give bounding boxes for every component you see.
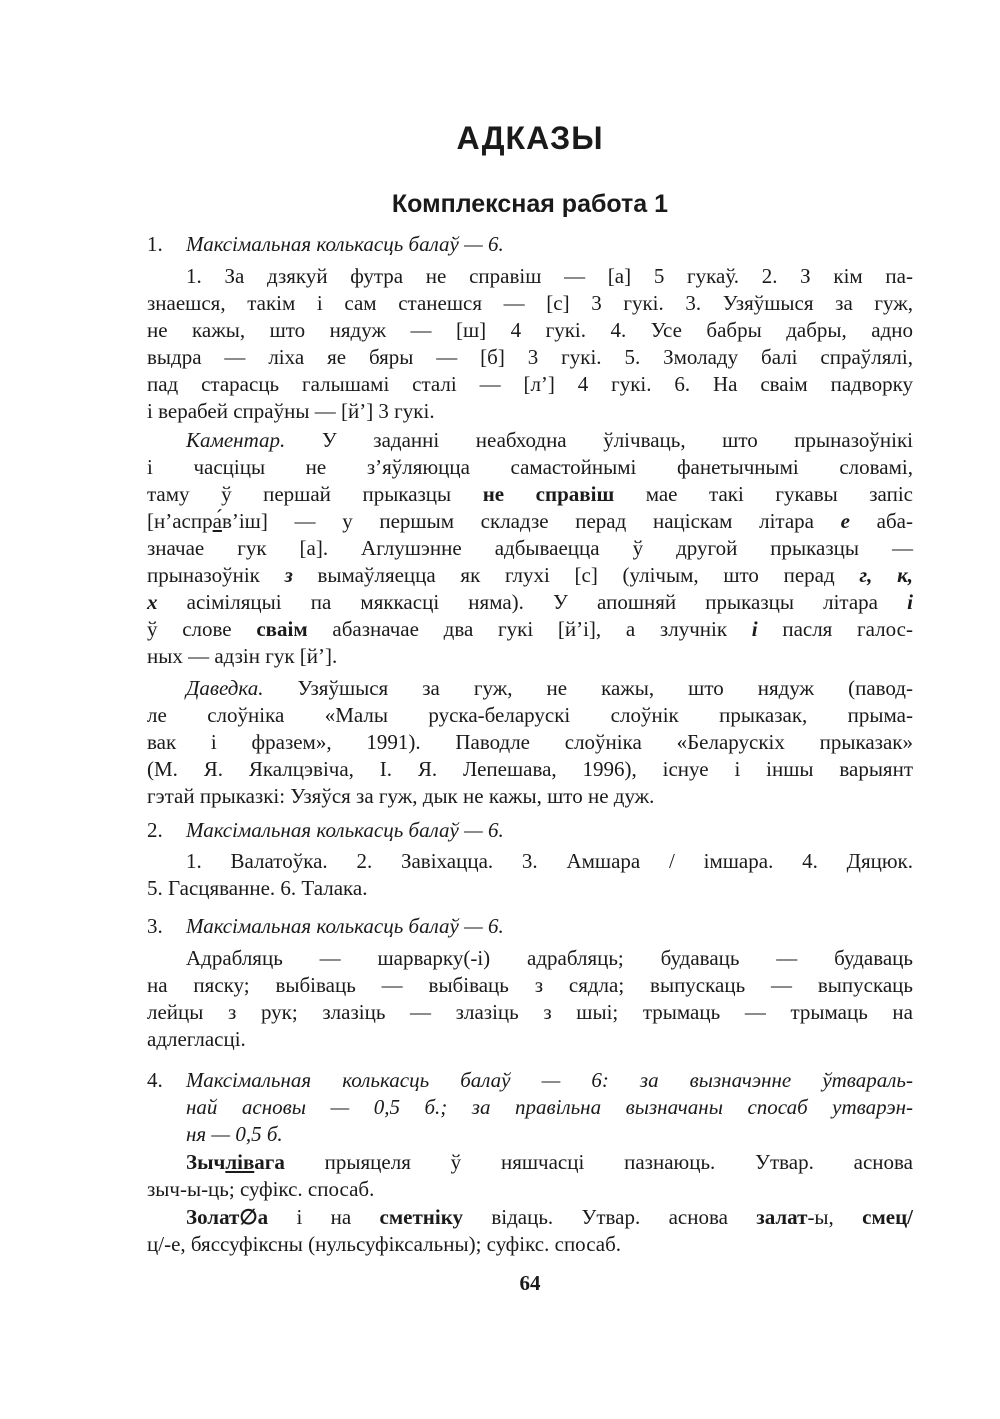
text-line — [147, 562, 913, 589]
text-line — [147, 1149, 913, 1176]
task-heading — [147, 1067, 913, 1148]
text-line: і верабей спраўны — [й’] 3 гукі. — [147, 399, 435, 423]
section-title: Комплексная работа 1 — [391, 190, 669, 218]
answer-paragraph — [147, 263, 913, 425]
text-line: вак і фразем», 1991). Паводле слоўніка «Беларускіх прыказак» — [147, 730, 913, 754]
emphasized-text: залат — [756, 1205, 808, 1229]
text-run: відаць. Утвар. аснова — [463, 1205, 757, 1229]
text-line: значае гук [а]. Аглушэнне адбываецца ў другой прыказцы — — [147, 536, 913, 560]
text-run: прыназоўнік — [147, 563, 285, 587]
task-heading-text — [186, 913, 913, 940]
emphasized-text: з — [284, 563, 293, 587]
text-run: У заданні неабходна ўлічваць, што прыназоўнікі — [285, 428, 913, 452]
emphasized-text: ага — [254, 1150, 285, 1174]
emphasized-text: г, к, — [859, 563, 913, 587]
text-line: 5. Гасцяванне. 6. Талака. — [147, 876, 368, 900]
text-run: Узяўшыся за гуж, не кажы, што нядуж (павод- — [263, 676, 913, 700]
text-run: прыяцеля ў няшчасці пазнаюць. Утвар. аснова — [284, 1150, 913, 1174]
text-line: і часціцы не з’яўляюцца самастойнымі фанетычнымі словамі, — [147, 455, 913, 479]
text-run: і на — [268, 1205, 380, 1229]
emphasized-text: лів — [225, 1150, 255, 1174]
emphasized-text: сметніку — [379, 1205, 464, 1229]
text-line: лейцы з рук; злазіць — злазіць з шыі; трымаць — трымаць на — [147, 1000, 913, 1024]
emphasized-text: і — [907, 590, 913, 614]
emphasized-text: Зыч — [186, 1150, 226, 1174]
text-line — [147, 616, 913, 643]
text-line: 1. За дзякуй футра не справіш — [а] 5 гукаў. 2. З кім па- — [186, 264, 913, 288]
text-run: таму ў першай прыказцы — [147, 482, 483, 506]
text-line — [147, 427, 913, 454]
text-line: (М. Я. Якалцэвіча, І. Я. Лепешава, 1996), існуе і іншы варыянт — [147, 757, 913, 781]
answer-paragraph — [147, 1204, 913, 1258]
text-line — [147, 508, 913, 535]
text-line: не кажы, што нядуж — [ш] 4 гукі. 4. Усе бабры дабры, адно — [147, 318, 913, 342]
text-line: зыч-ы-ць; суфікс. спосаб. — [147, 1177, 375, 1201]
text-run: ў слове — [147, 617, 257, 641]
text-run: абазначае два гукі [й’і], а злучнік — [307, 617, 752, 641]
emphasized-text: Золат∅а — [186, 1205, 269, 1229]
text-line: знаешся, такім і сам станешся — [с] 3 гукі. 3. Узяўшыся за гуж, — [147, 291, 913, 315]
text-run: асіміляцыі па мяккасці няма). У апошняй прыказцы літара — [157, 590, 908, 614]
page-number: 64 — [519, 1271, 541, 1295]
answer-paragraph — [147, 848, 913, 902]
text-line: ня — 0,5 б. — [186, 1122, 283, 1146]
text-line: Максімальная колькасць балаў — 6: за вызначэнне ўтвараль- — [186, 1068, 913, 1092]
text-line: ных — адзін гук [й’]. — [147, 644, 338, 668]
emphasized-text: сваім — [256, 617, 308, 641]
text-line: 1. Валатоўка. 2. Завіхацца. 3. Амшара / імшара. 4. Дяцюк. — [186, 849, 913, 873]
text-run: -ы, — [807, 1205, 863, 1229]
text-line: Максімальная колькасць балаў — 6. — [186, 914, 504, 938]
task-heading-text — [186, 1067, 913, 1148]
page-title: АДКАЗЫ — [456, 120, 604, 156]
answer-paragraph — [147, 675, 913, 810]
text-line: Максімальная колькасць балаў — 6. — [186, 818, 504, 842]
text-line: гэтай прыказкі: Узяўся за гуж, дык не кажы, што не дуж. — [147, 784, 655, 808]
text-line — [147, 1204, 913, 1231]
task-number: 3. — [147, 914, 163, 938]
text-run: [н’аспр — [147, 509, 213, 533]
answer-paragraph — [147, 427, 913, 670]
text-line: Максімальная колькасць балаў — 6. — [186, 232, 504, 256]
task-heading — [147, 817, 913, 844]
text-run: мае такі гукавы запіс — [614, 482, 913, 506]
emphasized-text: смец/ — [862, 1205, 914, 1229]
task-number: 4. — [147, 1068, 163, 1092]
text-line: пад старасць галышамі сталі — [л’] 4 гукі. 6. На сваім падворку — [147, 372, 913, 396]
task-number: 1. — [147, 232, 163, 256]
answer-paragraph — [147, 945, 913, 1053]
text-line: Адрабляць — шарварку(-і) адрабляць; будаваць — будаваць — [186, 946, 913, 970]
text-run: пасля галос- — [757, 617, 913, 641]
text-line: выдра — ліха яе бяры — [б] 3 гукі. 5. Змоладу балі спраўлялі, — [147, 345, 913, 369]
text-run: а́ — [212, 509, 222, 533]
task-heading-text — [186, 817, 913, 844]
text-line: ле слоўніка «Малы руска-беларускі слоўнік прыказак, прыма- — [147, 703, 913, 727]
text-line: на пяску; выбіваць — выбіваць з сядла; выпускаць — выпускаць — [147, 973, 913, 997]
task-heading — [147, 913, 913, 940]
task-number: 2. — [147, 818, 163, 842]
emphasized-text: не справіш — [482, 482, 615, 506]
text-line — [147, 589, 913, 616]
emphasized-text: х — [147, 590, 158, 614]
task-heading-text — [186, 231, 913, 258]
text-line: ц/-е, бяссуфіксны (нульсуфіксальны); суфікс. спосаб. — [147, 1232, 622, 1256]
text-line: най асновы — 0,5 б.; за правільна вызначаны спосаб утварэн- — [186, 1095, 913, 1119]
text-line: адлегласці. — [147, 1027, 246, 1051]
text-line — [147, 481, 913, 508]
emphasized-text: і — [751, 617, 758, 641]
answer-paragraph — [147, 1149, 913, 1203]
text-line — [147, 675, 913, 702]
text-run: вымаўляецца як глухі [с] (улічым, што перад — [292, 563, 860, 587]
italic-text: Каментар. — [186, 428, 286, 452]
text-run: аба- — [850, 509, 913, 533]
text-run: в’іш] — у першым складзе перад націскам літара — [221, 509, 841, 533]
italic-text: Даведка. — [186, 676, 264, 700]
emphasized-text: е — [840, 509, 850, 533]
task-heading — [147, 231, 913, 258]
